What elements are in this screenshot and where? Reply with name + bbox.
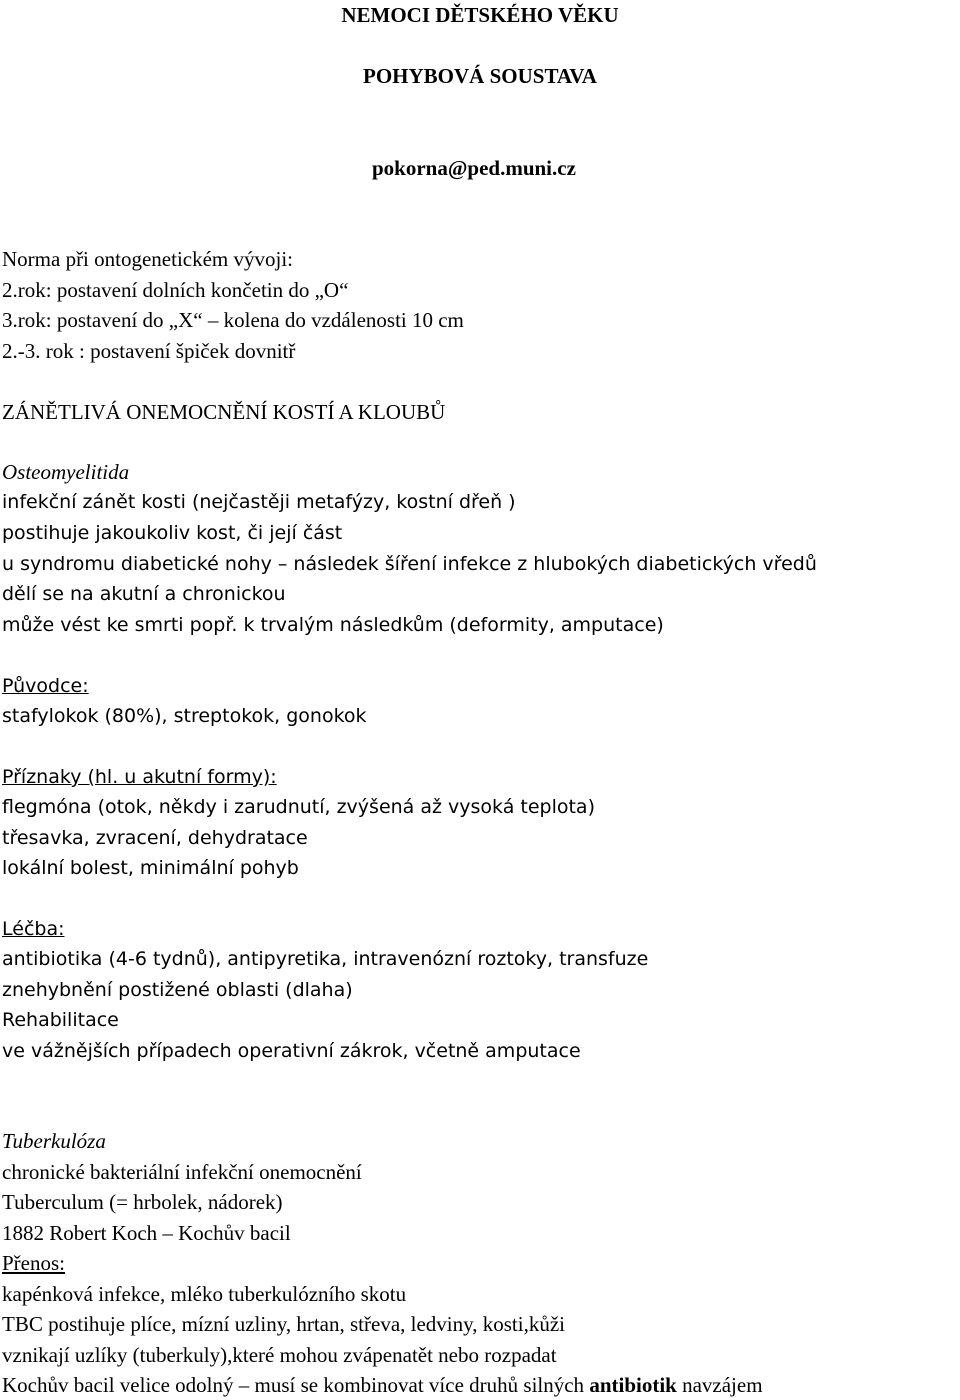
norms-line: 3.rok: postavení do „X“ – kolena do vzdálenosti 10 cm [2,308,464,332]
pathogens-heading: Původce: [2,675,89,697]
symptoms-heading: Příznaky (hl. u akutní formy): [2,766,277,788]
tuberculosis-last-line [2,1372,763,1398]
norms-line: 2.rok: postavení dolních končetin do „O“ [2,278,349,302]
tuberculosis-line: 1882 Robert Koch – Kochův bacil [2,1221,291,1245]
treatment-line: antibiotika (4-6 tydnů), antipyretika, intravenózní roztoky, transfuze [2,948,649,970]
document-subtitle: POHYBOVÁ SOUSTAVA [363,64,597,88]
tuberculosis-title: Tuberkulóza [2,1129,106,1153]
contact-email: pokorna@ped.muni.cz [372,156,576,180]
symptoms-line: třesavka, zvracení, dehydratace [2,827,308,849]
tuberculosis-line: chronické bakteriální infekční onemocnění [2,1160,362,1184]
osteomyelitis-line: infekční zánět kosti (nejčastěji metafýzy, kostní dřeň ) [2,491,516,513]
transmission-line: vznikají uzlíky (tuberkuly),které mohou zvápenatět nebo rozpadat [2,1343,557,1367]
transmission-line: TBC postihuje plíce, mízní uzliny, hrtan, střeva, ledviny, kosti,kůži [2,1312,566,1336]
transmission-line: kapénková infekce, mléko tuberkulózního skotu [2,1282,407,1306]
last-line-bold: antibiotik [589,1373,677,1397]
osteomyelitis-line: může vést ke smrti popř. k trvalým následkům (deformity, amputace) [2,614,664,636]
norms-heading: Norma při ontogenetickém vývoji: [2,247,294,271]
tuberculosis-line: Tuberculum (= hrbolek, nádorek) [2,1190,283,1214]
transmission-heading: Přenos: [2,1251,65,1275]
norms-line: 2.-3. rok : postavení špiček dovnitř [2,339,296,363]
pathogens-text: stafylokok (80%), streptokok, gonokok [2,705,367,727]
osteomyelitis-line: dělí se na akutní a chronickou [2,583,286,605]
osteomyelitis-line: u syndromu diabetické nohy – následek šíření infekce z hlubokých diabetických vředů [2,553,817,575]
symptoms-line: lokální bolest, minimální pohyb [2,857,299,879]
treatment-line: Rehabilitace [2,1009,119,1031]
last-line-end: navzájem [676,1373,763,1397]
last-line-start: Kochův bacil velice odolný – musí se kombinovat více druhů silných [2,1373,590,1397]
treatment-line: znehybnění postižené oblasti (dlaha) [2,979,353,1001]
osteomyelitis-line: postihuje jakoukoliv kost, či její část [2,522,343,544]
document-title: NEMOCI DĚTSKÉHO VĚKU [341,3,619,27]
treatment-line: ve vážnějších případech operativní zákrok, včetně amputace [2,1040,581,1062]
section-heading: ZÁNĚTLIVÁ ONEMOCNĚNÍ KOSTÍ A KLOUBŮ [2,400,446,424]
treatment-heading: Léčba: [2,918,65,940]
osteomyelitis-title: Osteomyelitida [2,460,130,484]
symptoms-line: flegmóna (otok, někdy i zarudnutí, zvýšená až vysoká teplota) [2,796,595,818]
